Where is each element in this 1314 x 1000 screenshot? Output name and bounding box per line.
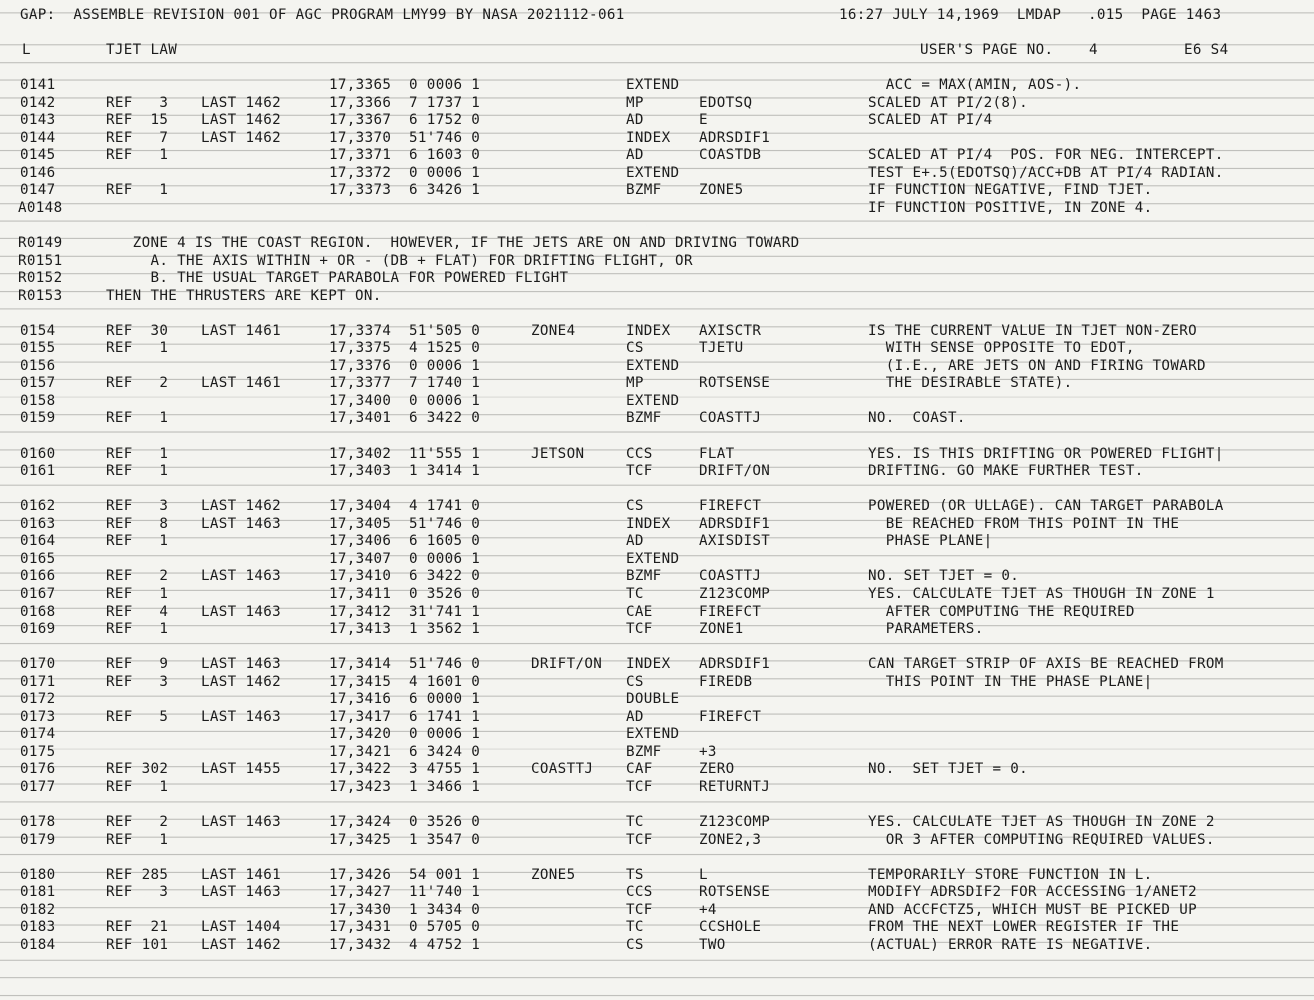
line-addr: 17,3414 51'746 0 [329,656,481,673]
line-num: 0167 [20,585,56,602]
line-comment: POWERED (OR ULLAGE). CAN TARGET PARABOLA [868,498,1224,515]
line-op: BZMF [626,410,662,427]
line-op: TCF [626,779,653,795]
line-comment: IS THE CURRENT VALUE IN TJET NON-ZERO [868,322,1197,339]
listing-line [0,778,1314,796]
line-operand: Z123COMP [699,814,771,831]
line-num: 0173 [20,708,56,725]
line-op: BZMF [626,743,662,760]
line-num: 0163 [20,515,56,532]
line-text: ZONE 4 IS THE COAST REGION. HOWEVER, IF THE JETS ARE ON AND DRIVING TOWARD [106,234,800,251]
line-last: LAST 1463 [201,814,282,831]
line-comment: MODIFY ADRSDIF2 FOR ACCESSING 1/ANET2 [868,884,1197,901]
line-op: EXTEND [626,77,680,93]
listing-line [0,234,1314,252]
line-op: AD [626,112,644,129]
listing-line [0,550,1314,568]
line-op: TCF [626,621,653,638]
line-op: EXTEND [626,726,680,743]
listing-line [0,392,1314,410]
line-op: CS [626,340,644,357]
line-addr: 17,3420 0 0006 1 [329,726,481,743]
line-ref: REF 15 [106,112,169,129]
line-addr: 17,3417 6 1741 1 [329,708,481,725]
line-operand: FIREDB [699,673,753,690]
line-operand: COASTDB [699,147,762,164]
line-operand: ADRSDIF1 [699,515,771,532]
line-num: 0168 [20,603,56,620]
line-operand: FIREFCT [699,498,762,515]
line-operand: Z123COMP [699,585,771,602]
line-comment: TEMPORARILY STORE FUNCTION IN L. [868,866,1153,883]
listing-line [0,567,1314,585]
line-num: 0165 [20,550,56,567]
line-op: EXTEND [626,392,680,409]
line-num: 0159 [20,410,56,427]
listing-line [0,357,1314,375]
line-addr: 17,3411 0 3526 0 [329,585,481,602]
line-addr: 17,3377 7 1740 1 [329,375,481,392]
line-num: 0155 [20,340,56,357]
line-num: 0142 [20,94,56,111]
listing-line [0,199,1314,217]
line-addr: 17,3373 6 3426 1 [329,182,481,199]
line-addr: 17,3405 51'746 0 [329,515,481,532]
line-num: 0184 [20,936,56,953]
line-num: 0156 [20,357,56,374]
line-num: 0183 [20,919,56,936]
listing-line [0,445,1314,463]
listing-line [0,76,1314,94]
line-comment: CAN TARGET STRIP OF AXIS BE REACHED FROM [868,656,1224,673]
line-num: 0145 [20,147,56,164]
line-op: CAE [626,603,653,620]
line-addr: 17,3401 6 3422 0 [329,410,481,427]
listing-line [0,462,1314,480]
line-num: 0141 [20,77,56,93]
header-line [0,6,1314,24]
line-addr: 17,3407 0 0006 1 [329,550,481,567]
line-num: 0171 [20,673,56,690]
line-operand: FIREFCT [699,603,762,620]
listing-line [0,129,1314,147]
line-text: THEN THE THRUSTERS ARE KEPT ON. [106,287,382,304]
line-operand: FLAT [699,445,735,462]
line-addr: 17,3427 11'740 1 [329,884,481,901]
line-comment: YES. CALCULATE TJET AS THOUGH IN ZONE 1 [868,585,1215,602]
listing-line [0,673,1314,691]
line-operand: ZONE5 [699,182,744,199]
line-operand: ADRSDIF1 [699,129,771,146]
line-addr: 17,3430 1 3434 0 [329,901,481,918]
line-comment: THE DESIRABLE STATE). [868,375,1073,392]
line-ref: REF 1 [106,463,169,480]
line-ref: REF 1 [106,621,169,638]
listing-line [0,287,1314,305]
line-ref: REF 5 [106,708,169,725]
line-comment: YES. CALCULATE TJET AS THOUGH IN ZONE 2 [868,814,1215,831]
line-op: TCF [626,463,653,480]
line-addr: 17,3431 0 5705 0 [329,919,481,936]
listing-line [0,409,1314,427]
line-ref: REF 302 [106,761,169,778]
line-comment: IF FUNCTION NEGATIVE, FIND TJET. [868,182,1153,199]
line-num: 0170 [20,656,56,673]
line-num: R0153 [18,287,63,304]
line-operand: EDOTSQ [699,94,753,111]
line-comment: FROM THE NEXT LOWER REGISTER IF THE [868,919,1180,936]
line-comment: NO. COAST. [868,410,966,427]
line-op: INDEX [626,322,671,339]
line-num: R0151 [18,252,63,269]
line-num: 0157 [20,375,56,392]
line-operand: FIREFCT [699,708,762,725]
header-right: 16:27 JULY 14,1969 LMDAP .015 PAGE 1463 [839,7,1222,23]
listing-line [0,164,1314,182]
line-text: B. THE USUAL TARGET PARABOLA FOR POWERED FLIGHT [106,270,569,287]
listing-line [0,339,1314,357]
line-ref: REF 1 [106,340,169,357]
line-last: LAST 1462 [201,498,282,515]
line-num: A0148 [18,199,63,216]
line-num: R0152 [18,270,63,287]
line-last: LAST 1461 [201,375,282,392]
line-op: MP [626,94,644,111]
line-op: TS [626,866,644,883]
line-last: LAST 1461 [201,866,282,883]
listing-line [0,374,1314,392]
line-operand: AXISCTR [699,322,762,339]
line-operand: CCSHOLE [699,919,762,936]
listing-line [0,497,1314,515]
line-label: JETSON [531,445,585,462]
line-last: LAST 1462 [201,129,282,146]
line-addr: 17,3432 4 4752 1 [329,936,481,953]
listing-line [0,111,1314,129]
line-addr: 17,3423 1 3466 1 [329,779,481,795]
line-ref: REF 3 [106,673,169,690]
listing-line [0,146,1314,164]
line-num: 0158 [20,392,56,409]
line-last: LAST 1463 [201,884,282,901]
listing-line [0,690,1314,708]
line-addr: 17,3371 6 1603 0 [329,147,481,164]
line-operand: TJETU [699,340,744,357]
line-last: LAST 1455 [201,761,282,778]
listing-line [0,708,1314,726]
line-label: ZONE4 [531,322,576,339]
listing-line [0,515,1314,533]
line-addr: 17,3421 6 3424 0 [329,743,481,760]
line-operand: DRIFT/ON [699,463,771,480]
line-ref: REF 9 [106,656,169,673]
listing-line [0,743,1314,761]
line-num: 0181 [20,884,56,901]
line-last: LAST 1404 [201,919,282,936]
line-op: TCF [626,831,653,848]
line-label: ZONE5 [531,866,576,883]
listing-line [0,532,1314,550]
header-left: GAP: ASSEMBLE REVISION 001 OF AGC PROGRAM LMY99 BY NASA 2021112-061 [20,7,625,23]
line-num: 0177 [20,779,56,795]
line-comment: THIS POINT IN THE PHASE PLANE| [868,673,1153,690]
line-operand: ROTSENSE [699,375,771,392]
line-addr: 17,3415 4 1601 0 [329,673,481,690]
line-num: 0144 [20,129,56,146]
listing-line [0,831,1314,849]
line-ref: REF 3 [106,498,169,515]
user-page-label: USER'S PAGE NO. 4 [920,42,1098,58]
line-ref: REF 8 [106,515,169,532]
line-num: 0180 [20,866,56,883]
line-op: TC [626,814,644,831]
line-num: 0147 [20,182,56,199]
line-operand: RETURNTJ [699,779,771,795]
line-ref: REF 1 [106,147,169,164]
line-op: AD [626,533,644,550]
line-text: A. THE AXIS WITHIN + OR - (DB + FLAT) FOR DRIFTING FLIGHT, OR [106,252,693,269]
line-ref: REF 101 [106,936,169,953]
line-op: EXTEND [626,357,680,374]
line-comment: AFTER COMPUTING THE REQUIRED [868,603,1135,620]
line-operand: ADRSDIF1 [699,656,771,673]
line-op: BZMF [626,568,662,585]
line-comment: ACC = MAX(AMIN, AOS-). [868,77,1082,93]
line-comment: WITH SENSE OPPOSITE TO EDOT, [868,340,1135,357]
line-op: CS [626,936,644,953]
line-comment: NO. SET TJET = 0. [868,761,1029,778]
line-ref: REF 1 [106,410,169,427]
line-operand: ZERO [699,761,735,778]
line-last: LAST 1463 [201,515,282,532]
line-ref: REF 7 [106,129,169,146]
line-ref: REF 285 [106,866,169,883]
line-num: 0179 [20,831,56,848]
line-ref: REF 4 [106,603,169,620]
line-op: AD [626,147,644,164]
line-num: 0172 [20,691,56,708]
listing-line [0,918,1314,936]
line-addr: 17,3413 1 3562 1 [329,621,481,638]
line-comment: PHASE PLANE| [868,533,993,550]
listing-line [0,883,1314,901]
line-comment: DRIFTING. GO MAKE FURTHER TEST. [868,463,1144,480]
line-ref: REF 1 [106,445,169,462]
listing-line [0,813,1314,831]
line-op: CCS [626,445,653,462]
line-comment: OR 3 AFTER COMPUTING REQUIRED VALUES. [868,831,1215,848]
line-operand: E [699,112,708,129]
line-op: INDEX [626,515,671,532]
line-comment: (I.E., ARE JETS ON AND FIRING TOWARD [868,357,1206,374]
line-operand: ROTSENSE [699,884,771,901]
listing-line [0,269,1314,287]
line-op: CS [626,498,644,515]
line-comment: SCALED AT PI/4 [868,112,993,129]
line-num: R0149 [18,234,63,251]
line-last: LAST 1463 [201,708,282,725]
line-last: LAST 1462 [201,94,282,111]
line-comment: SCALED AT PI/4 POS. FOR NEG. INTERCEPT. [868,147,1224,164]
line-addr: 17,3422 3 4755 1 [329,761,481,778]
line-last: LAST 1462 [201,936,282,953]
line-label: COASTTJ [531,761,594,778]
line-ref: REF 3 [106,94,169,111]
line-addr: 17,3400 0 0006 1 [329,392,481,409]
line-op: TC [626,919,644,936]
line-addr: 17,3406 6 1605 0 [329,533,481,550]
line-comment: AND ACCFCTZ5, WHICH MUST BE PICKED UP [868,901,1197,918]
line-ref: REF 1 [106,779,169,795]
line-label: DRIFT/ON [531,656,603,673]
line-last: LAST 1463 [201,656,282,673]
line-last: LAST 1463 [201,603,282,620]
line-addr: 17,3402 11'555 1 [329,445,481,462]
listing-line [0,620,1314,638]
line-num: 0154 [20,322,56,339]
listing-line [0,94,1314,112]
line-addr: 17,3375 4 1525 0 [329,340,481,357]
line-num: 0175 [20,743,56,760]
line-addr: 17,3370 51'746 0 [329,129,481,146]
line-addr: 17,3366 7 1737 1 [329,94,481,111]
line-num: 0166 [20,568,56,585]
line-ref: REF 1 [106,533,169,550]
line-ref: REF 2 [106,814,169,831]
line-op: EXTEND [626,550,680,567]
line-num: 0146 [20,164,56,181]
subheader-marker: L [22,42,31,58]
line-op: CS [626,673,644,690]
line-op: MP [626,375,644,392]
subheader-title: TJET LAW [106,42,178,58]
listing-line [0,181,1314,199]
line-comment: YES. IS THIS DRIFTING OR POWERED FLIGHT| [868,445,1224,462]
line-comment: BE REACHED FROM THIS POINT IN THE [868,515,1180,532]
line-ref: REF 3 [106,884,169,901]
line-num: 0178 [20,814,56,831]
line-ref: REF 1 [106,182,169,199]
line-addr: 17,3425 1 3547 0 [329,831,481,848]
line-last: LAST 1463 [201,568,282,585]
line-last: LAST 1461 [201,322,282,339]
line-ref: REF 2 [106,568,169,585]
line-op: TC [626,585,644,602]
line-op: INDEX [626,129,671,146]
line-addr: 17,3426 54 001 1 [329,866,481,883]
line-last: LAST 1462 [201,112,282,129]
line-addr: 17,3376 0 0006 1 [329,357,481,374]
listing-line [0,901,1314,919]
line-operand: COASTTJ [699,410,762,427]
line-ref: REF 21 [106,919,169,936]
line-addr: 17,3374 51'505 0 [329,322,481,339]
line-op: CAF [626,761,653,778]
line-operand: TWO [699,936,726,953]
listing-line [0,603,1314,621]
listing-line [0,252,1314,270]
listing-line [0,585,1314,603]
listing-line [0,655,1314,673]
subheader-line [0,41,1314,59]
listing-line [0,760,1314,778]
line-op: AD [626,708,644,725]
line-num: 0182 [20,901,56,918]
line-addr: 17,3424 0 3526 0 [329,814,481,831]
line-operand: +3 [699,743,717,760]
line-addr: 17,3365 0 0006 1 [329,77,481,93]
line-operand: ZONE2,3 [699,831,762,848]
listing-line [0,936,1314,954]
line-addr: 17,3412 31'741 1 [329,603,481,620]
line-comment: NO. SET TJET = 0. [868,568,1020,585]
line-num: 0143 [20,112,56,129]
line-addr: 17,3403 1 3414 1 [329,463,481,480]
line-num: 0162 [20,498,56,515]
line-operand: COASTTJ [699,568,762,585]
line-op: EXTEND [626,164,680,181]
line-comment: TEST E+.5(EDOTSQ)/ACC+DB AT PI/4 RADIAN. [868,164,1224,181]
listing-line [0,866,1314,884]
line-comment: IF FUNCTION POSITIVE, IN ZONE 4. [868,199,1153,216]
subheader-code: E6 S4 [1184,42,1229,58]
line-ref: REF 2 [106,375,169,392]
line-num: 0174 [20,726,56,743]
line-operand: ZONE1 [699,621,744,638]
line-op: CCS [626,884,653,901]
line-op: TCF [626,901,653,918]
line-num: 0164 [20,533,56,550]
line-comment: PARAMETERS. [868,621,984,638]
line-addr: 17,3367 6 1752 0 [329,112,481,129]
line-op: DOUBLE [626,691,680,708]
listing-line [0,725,1314,743]
line-num: 0161 [20,463,56,480]
line-last: LAST 1462 [201,673,282,690]
line-operand: L [699,866,708,883]
line-operand: +4 [699,901,717,918]
line-num: 0160 [20,445,56,462]
listing-line [0,322,1314,340]
line-addr: 17,3410 6 3422 0 [329,568,481,585]
line-ref: REF 1 [106,585,169,602]
line-num: 0176 [20,761,56,778]
line-ref: REF 30 [106,322,169,339]
line-operand: AXISDIST [699,533,771,550]
line-addr: 17,3372 0 0006 1 [329,164,481,181]
line-comment: (ACTUAL) ERROR RATE IS NEGATIVE. [868,936,1153,953]
line-addr: 17,3404 4 1741 0 [329,498,481,515]
line-addr: 17,3416 6 0000 1 [329,691,481,708]
line-ref: REF 1 [106,831,169,848]
line-num: 0169 [20,621,56,638]
line-op: INDEX [626,656,671,673]
line-comment: SCALED AT PI/2(8). [868,94,1029,111]
line-op: BZMF [626,182,662,199]
